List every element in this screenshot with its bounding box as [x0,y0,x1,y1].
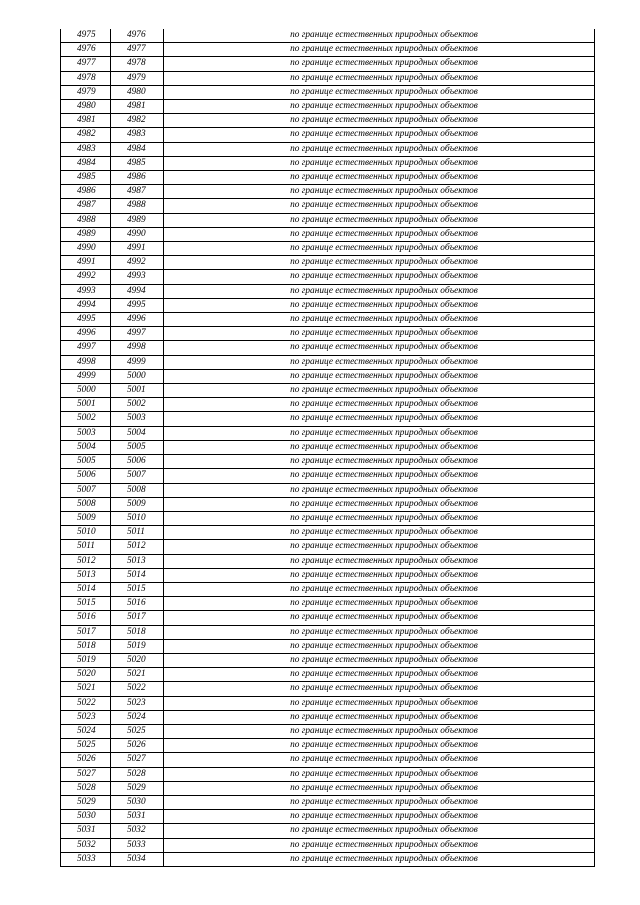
table-row [61,526,595,540]
boundary-segments-table [60,29,595,867]
point-from-cell: 5031 [61,824,111,838]
point-to-cell: 5025 [111,724,164,738]
table-row [61,227,595,241]
table-row [61,313,595,327]
point-to-cell: 5020 [111,653,164,667]
point-to-cell: 4991 [111,242,164,256]
point-to-cell: 4980 [111,85,164,99]
point-to-cell: 4996 [111,313,164,327]
boundary-description-cell: по границе естественных природных объектов [164,71,595,85]
point-to-cell: 5004 [111,426,164,440]
boundary-description-cell: по границе естественных природных объектов [164,767,595,781]
boundary-description-cell: по границе естественных природных объектов [164,483,595,497]
boundary-description-cell: по границе естественных природных объектов [164,497,595,511]
boundary-description-cell: по границе естественных природных объектов [164,554,595,568]
table-row [61,582,595,596]
boundary-description-cell: по границе естественных природных объектов [164,43,595,57]
table-row [61,142,595,156]
table-row [61,611,595,625]
point-to-cell: 5001 [111,384,164,398]
boundary-description-cell: по границе естественных природных объектов [164,156,595,170]
table-row [61,85,595,99]
boundary-description-cell: по границе естественных природных объектов [164,185,595,199]
boundary-description-cell: по границе естественных природных объектов [164,369,595,383]
table-row [61,327,595,341]
point-to-cell: 5003 [111,412,164,426]
table-row [61,810,595,824]
boundary-description-cell: по границе естественных природных объектов [164,114,595,128]
point-from-cell: 4987 [61,199,111,213]
point-from-cell: 5007 [61,483,111,497]
boundary-description-cell: по границе естественных природных объектов [164,213,595,227]
boundary-description-cell: по границе естественных природных объектов [164,724,595,738]
point-from-cell: 4988 [61,213,111,227]
point-from-cell: 4997 [61,341,111,355]
point-from-cell: 5025 [61,739,111,753]
boundary-description-cell: по границе естественных природных объектов [164,327,595,341]
point-to-cell: 4994 [111,284,164,298]
boundary-description-cell: по границе естественных природных объектов [164,568,595,582]
point-to-cell: 5028 [111,767,164,781]
boundary-description-cell: по границе естественных природных объектов [164,355,595,369]
table-row [61,426,595,440]
point-to-cell: 4988 [111,199,164,213]
point-to-cell: 5019 [111,639,164,653]
table-row [61,724,595,738]
table-row [61,369,595,383]
table-row [61,469,595,483]
boundary-description-cell: по границе естественных природных объектов [164,511,595,525]
point-to-cell: 4983 [111,128,164,142]
point-to-cell: 5029 [111,781,164,795]
boundary-description-cell: по границе естественных природных объектов [164,838,595,852]
boundary-description-cell: по границе естественных природных объектов [164,242,595,256]
boundary-description-cell: по границе естественных природных объектов [164,540,595,554]
table-row [61,341,595,355]
boundary-description-cell: по границе естественных природных объектов [164,696,595,710]
boundary-description-cell: по границе естественных природных объектов [164,781,595,795]
table-row [61,739,595,753]
point-to-cell: 5002 [111,398,164,412]
table-row [61,355,595,369]
point-to-cell: 4982 [111,114,164,128]
boundary-description-cell: по границе естественных природных объектов [164,739,595,753]
point-from-cell: 5004 [61,440,111,454]
boundary-description-cell: по границе естественных природных объектов [164,653,595,667]
point-from-cell: 5032 [61,838,111,852]
point-from-cell: 5026 [61,753,111,767]
point-from-cell: 5000 [61,384,111,398]
point-from-cell: 4977 [61,57,111,71]
table-row [61,668,595,682]
boundary-description-cell: по границе естественных природных объектов [164,440,595,454]
table-row [61,128,595,142]
point-from-cell: 5006 [61,469,111,483]
point-to-cell: 5034 [111,852,164,866]
boundary-description-cell: по границе естественных природных объектов [164,682,595,696]
boundary-description-cell: по границе естественных природных объектов [164,128,595,142]
table-row [61,838,595,852]
point-to-cell: 4993 [111,270,164,284]
table-row [61,753,595,767]
table-row [61,540,595,554]
point-to-cell: 5018 [111,625,164,639]
point-from-cell: 4982 [61,128,111,142]
point-to-cell: 5009 [111,497,164,511]
point-to-cell: 5008 [111,483,164,497]
table-row [61,767,595,781]
table-row [61,71,595,85]
point-from-cell: 4978 [61,71,111,85]
point-from-cell: 4983 [61,142,111,156]
point-from-cell: 4994 [61,298,111,312]
point-to-cell: 5022 [111,682,164,696]
point-from-cell: 4995 [61,313,111,327]
table-row [61,213,595,227]
table-row [61,852,595,866]
point-to-cell: 4984 [111,142,164,156]
point-from-cell: 5033 [61,852,111,866]
table-row [61,256,595,270]
boundary-description-cell: по границе естественных природных объектов [164,639,595,653]
boundary-description-cell: по границе естественных природных объектов [164,284,595,298]
point-to-cell: 5021 [111,668,164,682]
point-to-cell: 4997 [111,327,164,341]
point-from-cell: 4996 [61,327,111,341]
point-to-cell: 4986 [111,171,164,185]
table-row [61,199,595,213]
boundary-description-cell: по границе естественных природных объектов [164,85,595,99]
point-to-cell: 5030 [111,795,164,809]
point-from-cell: 5022 [61,696,111,710]
point-from-cell: 4979 [61,85,111,99]
point-to-cell: 4976 [111,29,164,43]
boundary-description-cell: по границе естественных природных объектов [164,29,595,43]
boundary-description-cell: по границе естественных природных объектов [164,824,595,838]
point-from-cell: 4999 [61,369,111,383]
boundary-description-cell: по границе естественных природных объектов [164,455,595,469]
point-from-cell: 4998 [61,355,111,369]
boundary-description-cell: по границе естественных природных объектов [164,426,595,440]
point-from-cell: 4981 [61,114,111,128]
point-from-cell: 5005 [61,455,111,469]
point-to-cell: 4998 [111,341,164,355]
point-from-cell: 5001 [61,398,111,412]
point-to-cell: 4977 [111,43,164,57]
boundary-description-cell: по границе естественных природных объектов [164,142,595,156]
point-to-cell: 4981 [111,100,164,114]
boundary-description-cell: по границе естественных природных объектов [164,384,595,398]
point-to-cell: 5031 [111,810,164,824]
boundary-description-cell: по границе естественных природных объектов [164,171,595,185]
point-to-cell: 5033 [111,838,164,852]
boundary-description-cell: по границе естественных природных объектов [164,313,595,327]
point-from-cell: 5002 [61,412,111,426]
point-to-cell: 5013 [111,554,164,568]
boundary-description-cell: по границе естественных природных объектов [164,398,595,412]
point-to-cell: 5017 [111,611,164,625]
point-to-cell: 5011 [111,526,164,540]
table-row [61,554,595,568]
boundary-description-cell: по границе естественных природных объектов [164,412,595,426]
table-row [61,497,595,511]
point-from-cell: 5019 [61,653,111,667]
point-from-cell: 4975 [61,29,111,43]
table-row [61,483,595,497]
point-to-cell: 5016 [111,597,164,611]
table-row [61,57,595,71]
point-from-cell: 4990 [61,242,111,256]
point-to-cell: 4999 [111,355,164,369]
boundary-description-cell: по границе естественных природных объектов [164,810,595,824]
table-row [61,242,595,256]
point-to-cell: 4978 [111,57,164,71]
table-row [61,639,595,653]
point-to-cell: 5010 [111,511,164,525]
boundary-description-cell: по границе естественных природных объектов [164,625,595,639]
table-row [61,597,595,611]
point-from-cell: 5011 [61,540,111,554]
boundary-description-cell: по границе естественных природных объектов [164,57,595,71]
boundary-description-cell: по границе естественных природных объектов [164,582,595,596]
table-row [61,455,595,469]
table-row [61,100,595,114]
point-from-cell: 5017 [61,625,111,639]
point-to-cell: 5027 [111,753,164,767]
boundary-description-cell: по границе естественных природных объектов [164,270,595,284]
point-from-cell: 4976 [61,43,111,57]
point-to-cell: 4985 [111,156,164,170]
table-row [61,270,595,284]
point-from-cell: 5012 [61,554,111,568]
point-from-cell: 5024 [61,724,111,738]
point-to-cell: 5023 [111,696,164,710]
table-row [61,171,595,185]
point-to-cell: 4989 [111,213,164,227]
table-row [61,795,595,809]
point-from-cell: 5008 [61,497,111,511]
point-from-cell: 5030 [61,810,111,824]
point-from-cell: 4992 [61,270,111,284]
table-row [61,653,595,667]
table-row [61,710,595,724]
table-row [61,568,595,582]
point-from-cell: 5027 [61,767,111,781]
table-row [61,511,595,525]
table-row [61,114,595,128]
table-row [61,29,595,43]
point-from-cell: 4986 [61,185,111,199]
boundary-description-cell: по границе естественных природных объектов [164,298,595,312]
point-from-cell: 5003 [61,426,111,440]
table-row [61,682,595,696]
point-from-cell: 5021 [61,682,111,696]
point-to-cell: 4990 [111,227,164,241]
table-row [61,824,595,838]
boundary-description-cell: по границе естественных природных объектов [164,611,595,625]
point-to-cell: 5032 [111,824,164,838]
boundary-description-cell: по границе естественных природных объектов [164,469,595,483]
point-to-cell: 4995 [111,298,164,312]
point-to-cell: 4979 [111,71,164,85]
point-to-cell: 5007 [111,469,164,483]
boundary-description-cell: по границе естественных природных объектов [164,795,595,809]
boundary-description-cell: по границе естественных природных объектов [164,256,595,270]
boundary-description-cell: по границе естественных природных объектов [164,852,595,866]
boundary-description-cell: по границе естественных природных объектов [164,710,595,724]
point-from-cell: 4993 [61,284,111,298]
point-from-cell: 5010 [61,526,111,540]
point-from-cell: 5013 [61,568,111,582]
point-from-cell: 4991 [61,256,111,270]
point-from-cell: 4985 [61,171,111,185]
point-to-cell: 5005 [111,440,164,454]
point-to-cell: 5024 [111,710,164,724]
point-to-cell: 5012 [111,540,164,554]
point-to-cell: 5026 [111,739,164,753]
table-body [61,29,595,866]
point-from-cell: 5018 [61,639,111,653]
table-row [61,185,595,199]
boundary-description-cell: по границе естественных природных объектов [164,199,595,213]
boundary-description-cell: по границе естественных природных объектов [164,341,595,355]
table-row [61,43,595,57]
table-row [61,412,595,426]
point-from-cell: 4984 [61,156,111,170]
table-row [61,440,595,454]
table-row [61,298,595,312]
boundary-description-cell: по границе естественных природных объектов [164,597,595,611]
boundary-description-cell: по границе естественных природных объектов [164,100,595,114]
table-row [61,284,595,298]
point-to-cell: 5000 [111,369,164,383]
point-to-cell: 4987 [111,185,164,199]
point-from-cell: 5016 [61,611,111,625]
table-row [61,696,595,710]
point-from-cell: 5009 [61,511,111,525]
table-row [61,625,595,639]
point-from-cell: 5014 [61,582,111,596]
table-row [61,156,595,170]
point-from-cell: 5020 [61,668,111,682]
point-to-cell: 5015 [111,582,164,596]
boundary-description-cell: по границе естественных природных объектов [164,753,595,767]
point-from-cell: 5028 [61,781,111,795]
table-row [61,384,595,398]
point-from-cell: 4980 [61,100,111,114]
point-from-cell: 5029 [61,795,111,809]
table-row [61,398,595,412]
point-to-cell: 4992 [111,256,164,270]
boundary-description-cell: по границе естественных природных объектов [164,526,595,540]
point-from-cell: 4989 [61,227,111,241]
point-to-cell: 5006 [111,455,164,469]
point-from-cell: 5023 [61,710,111,724]
boundary-description-cell: по границе естественных природных объектов [164,668,595,682]
boundary-description-cell: по границе естественных природных объектов [164,227,595,241]
point-from-cell: 5015 [61,597,111,611]
table-row [61,781,595,795]
point-to-cell: 5014 [111,568,164,582]
